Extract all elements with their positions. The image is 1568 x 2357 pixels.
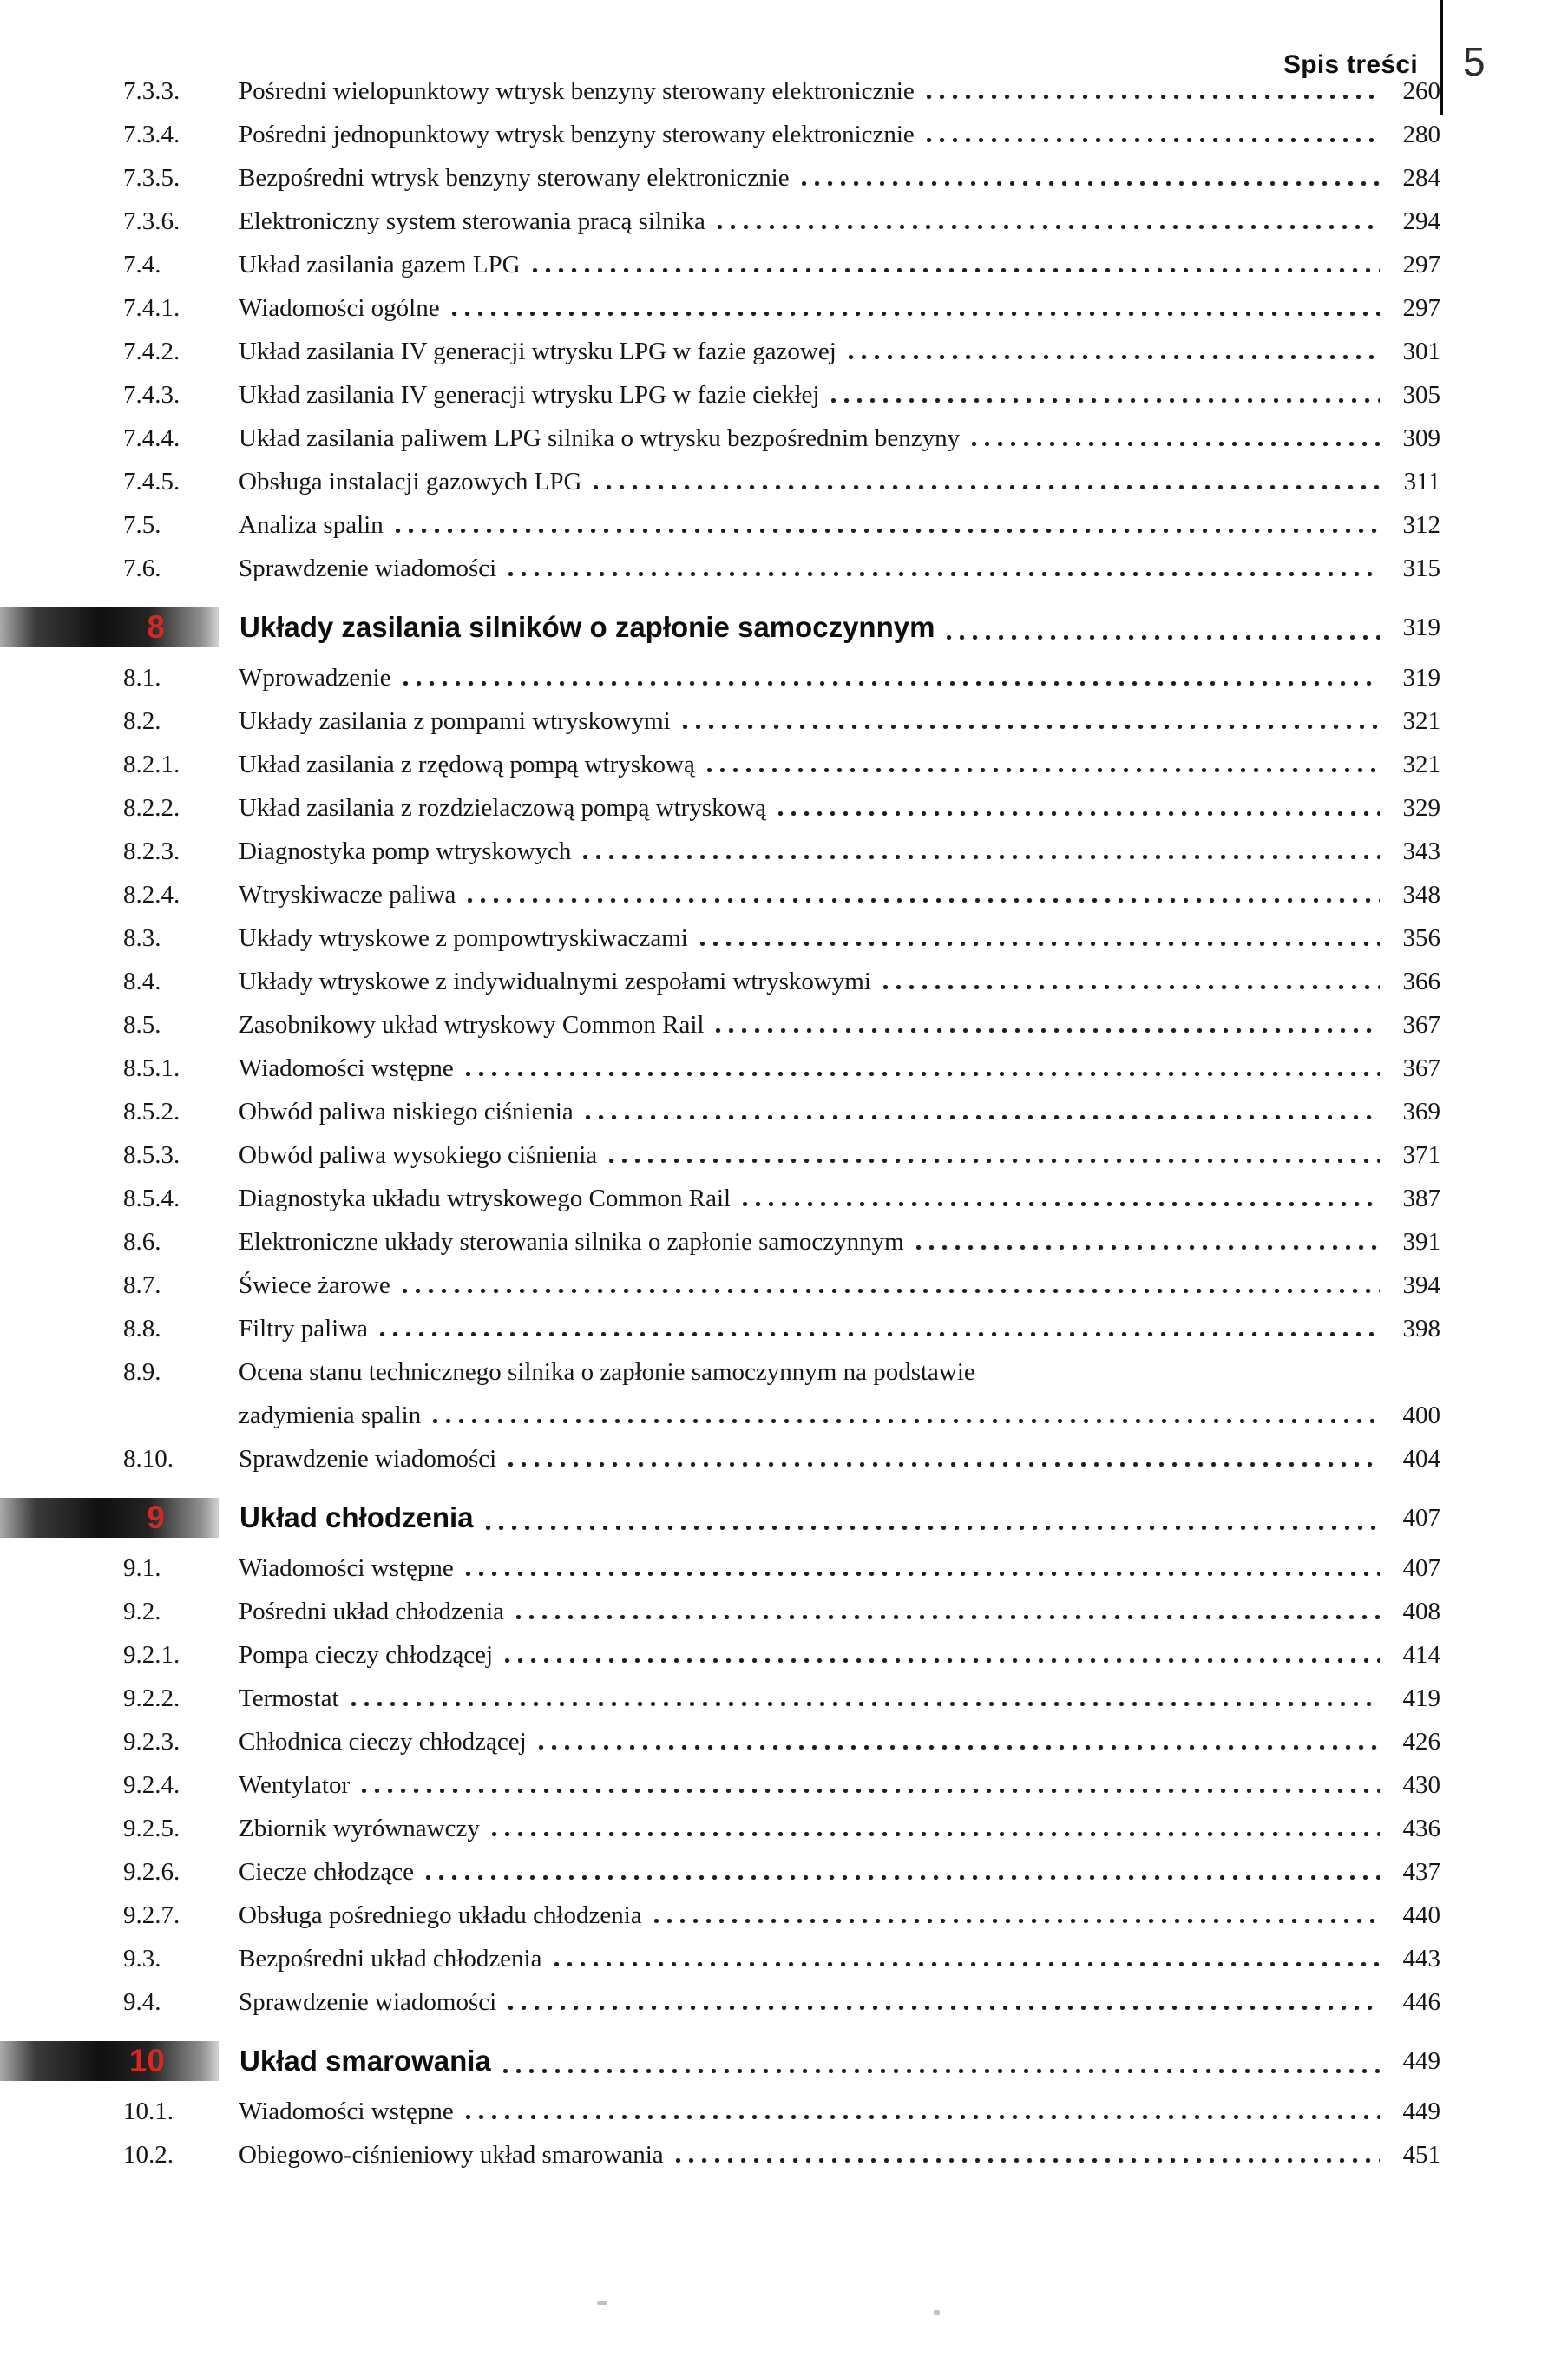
- toc-entry-page-number: 400: [1402, 1402, 1440, 1429]
- toc-entry-row: [0, 960, 1568, 1003]
- toc-entry-page-number: 309: [1402, 424, 1440, 452]
- toc-entry-page-number: 280: [1402, 121, 1440, 148]
- leader-dots: [707, 768, 1380, 772]
- toc-entry-title: Chłodnica cieczy chłodzącej: [239, 1728, 527, 1756]
- toc-entry-number: 7.4.4.: [123, 424, 180, 452]
- toc-entry-title: Zbiornik wyrównawczy: [239, 1815, 480, 1842]
- toc-entry-number: 8.5.4.: [123, 1185, 180, 1212]
- leader-dots: [654, 1919, 1380, 1923]
- toc-entry-row: [0, 1090, 1568, 1133]
- leader-dots: [716, 1028, 1380, 1033]
- chapter-number-bar: [0, 1498, 219, 1538]
- leader-dots: [972, 442, 1380, 446]
- leader-dots: [486, 1526, 1380, 1530]
- toc-list: [0, 69, 1568, 2176]
- chapter-title: Układ smarowania: [239, 2045, 491, 2077]
- toc-entry-row: [0, 200, 1568, 243]
- toc-entry-number: 8.5.1.: [123, 1054, 180, 1082]
- toc-entry-continuation-row: [0, 1394, 1568, 1437]
- toc-entry-page-number: 408: [1402, 1598, 1440, 1625]
- toc-entry-number: 9.2.3.: [123, 1728, 180, 1756]
- toc-entry-number: 9.2.7.: [123, 1901, 180, 1929]
- toc-entry-page-number: 387: [1402, 1185, 1440, 1212]
- toc-entry-page-number: 343: [1402, 837, 1440, 865]
- leader-dots: [594, 485, 1380, 489]
- toc-entry-page-number: 449: [1402, 2098, 1440, 2125]
- toc-entry-page-number: 356: [1402, 924, 1440, 952]
- toc-entry-title: Analiza spalin: [239, 511, 384, 539]
- toc-entry-page-number: 284: [1402, 164, 1440, 192]
- toc-entry-row: [0, 1937, 1568, 1980]
- toc-entry-number: 7.4.5.: [123, 468, 180, 496]
- toc-entry-page-number: 348: [1402, 881, 1440, 909]
- toc-entry-row: [0, 503, 1568, 547]
- toc-entry-row: [0, 330, 1568, 373]
- toc-entry-title: Układ zasilania paliwem LPG silnika o wtrysku bezpośrednim benzyny: [239, 424, 961, 452]
- toc-entry-row: [0, 1307, 1568, 1350]
- leader-dots: [508, 572, 1380, 576]
- toc-entry-title: Pośredni wielopunktowy wtrysk benzyny sterowany elektronicznie: [239, 77, 915, 105]
- toc-entry-number: 8.9.: [123, 1358, 161, 1386]
- toc-entry-title: Zasobnikowy układ wtryskowy Common Rail: [239, 1011, 705, 1039]
- toc-entry-row: [0, 1633, 1568, 1677]
- leader-dots: [831, 398, 1380, 403]
- leader-dots: [380, 1332, 1380, 1336]
- toc-entry-row: [0, 1546, 1568, 1590]
- leader-dots: [927, 95, 1380, 99]
- toc-entry-row: [0, 830, 1568, 873]
- toc-entry-page-number: 311: [1403, 468, 1440, 496]
- leader-dots: [508, 1462, 1380, 1467]
- toc-entry-row: [0, 2133, 1568, 2176]
- leader-dots: [466, 1572, 1380, 1576]
- toc-entry-number: 8.5.3.: [123, 1141, 180, 1169]
- toc-entry-title: Obiegowo-ciśnieniowy układ smarowania: [239, 2141, 664, 2169]
- toc-entry-row: [0, 1807, 1568, 1850]
- toc-entry-page-number: 437: [1402, 1858, 1440, 1886]
- toc-entry-title: Wtryskiwacze paliwa: [239, 881, 456, 909]
- toc-entry-title: Układ zasilania z rozdzielaczową pompą wtryskową: [239, 794, 766, 822]
- leader-dots: [452, 312, 1380, 316]
- toc-entry-row: [0, 656, 1568, 699]
- chapter-page-number: 319: [1402, 614, 1440, 641]
- chapter-number: 10: [128, 2043, 165, 2078]
- toc-entry-row: [0, 286, 1568, 330]
- toc-entry-row: [0, 373, 1568, 417]
- toc-entry-row: [0, 1763, 1568, 1807]
- toc-entry-row: [0, 1720, 1568, 1763]
- leader-dots: [718, 225, 1380, 229]
- toc-entry-page-number: 414: [1402, 1641, 1440, 1669]
- toc-entry-row: [0, 1894, 1568, 1937]
- toc-entry-number: 9.3.: [123, 1945, 161, 1973]
- toc-entry-number: 7.6.: [123, 555, 161, 582]
- toc-entry-title: Wiadomości wstępne: [239, 2098, 454, 2125]
- toc-entry-number: 7.4.1.: [123, 294, 180, 322]
- toc-entry-title: Pompa cieczy chłodzącej: [239, 1641, 494, 1669]
- toc-entry-page-number: 321: [1402, 707, 1440, 735]
- toc-entry-title: Układ zasilania gazem LPG: [239, 251, 521, 279]
- leader-dots: [433, 1419, 1380, 1423]
- leader-dots: [700, 942, 1380, 946]
- toc-entry-number: 9.1.: [123, 1554, 161, 1582]
- toc-entry-page-number: 321: [1402, 751, 1440, 778]
- leader-dots: [362, 1789, 1380, 1793]
- toc-entry-number: 8.5.2.: [123, 1098, 180, 1126]
- leader-dots: [916, 1245, 1380, 1250]
- toc-entry-row: [0, 1003, 1568, 1047]
- leader-dots: [466, 2115, 1380, 2119]
- toc-chapter-row: [0, 601, 1568, 653]
- toc-entry-number: 8.4.: [123, 968, 161, 995]
- toc-entry-number: 7.5.: [123, 511, 161, 539]
- toc-entry-row: [0, 1850, 1568, 1894]
- leader-dots: [351, 1702, 1380, 1706]
- chapter-number-bar: [0, 607, 219, 647]
- toc-entry-page-number: 329: [1402, 794, 1440, 822]
- toc-entry-title: Pośredni jednopunktowy wtrysk benzyny sterowany elektronicznie: [239, 121, 915, 148]
- toc-entry-page-number: 367: [1402, 1054, 1440, 1082]
- toc-entry-row: [0, 1264, 1568, 1307]
- toc-entry-title: Układy zasilania z pompami wtryskowymi: [239, 707, 671, 735]
- toc-entry-page-number: 301: [1402, 338, 1440, 365]
- scan-artifact: [597, 2301, 607, 2305]
- toc-entry-title: Pośredni układ chłodzenia: [239, 1598, 505, 1625]
- leader-dots: [492, 1832, 1380, 1836]
- toc-entry-number: 8.8.: [123, 1315, 161, 1343]
- toc-entry-row: [0, 743, 1568, 786]
- toc-entry-page-number: 451: [1402, 2141, 1440, 2169]
- toc-entry-row: [0, 2090, 1568, 2133]
- toc-entry-page-number: 391: [1402, 1228, 1440, 1256]
- toc-entry-number: 9.2.6.: [123, 1858, 180, 1886]
- toc-entry-page-number: 297: [1402, 294, 1440, 322]
- toc-entry-title: Układ zasilania IV generacji wtrysku LPG w fazie ciekłej: [239, 381, 820, 409]
- toc-entry-row: [0, 113, 1568, 156]
- toc-entry-page-number: 294: [1402, 207, 1440, 235]
- toc-entry-title: Elektroniczny system sterowania pracą silnika: [239, 207, 705, 235]
- toc-chapter-row: [0, 2035, 1568, 2087]
- toc-entry-row: [0, 1590, 1568, 1633]
- leader-dots: [503, 2069, 1380, 2073]
- toc-entry-number: 9.4.: [123, 1988, 161, 2016]
- leader-dots: [403, 1289, 1380, 1293]
- leader-dots: [396, 529, 1380, 533]
- toc-entry-row: [0, 69, 1568, 113]
- toc-entry-title: Obwód paliwa wysokiego ciśnienia: [239, 1141, 598, 1169]
- toc-entry-title: Diagnostyka układu wtryskowego Common Rail: [239, 1185, 732, 1212]
- toc-entry-row: [0, 1980, 1568, 2024]
- toc-entry-number: 8.2.: [123, 707, 161, 735]
- toc-entry-page-number: 443: [1402, 1945, 1440, 1973]
- toc-entry-title: Układy wtryskowe z pompowtryskiwaczami: [239, 924, 688, 952]
- toc-entry-number: 9.2.1.: [123, 1641, 180, 1669]
- leader-dots: [778, 811, 1380, 816]
- toc-entry-number: 9.2.2.: [123, 1684, 180, 1712]
- leader-dots: [683, 725, 1380, 729]
- leader-dots: [927, 138, 1380, 142]
- toc-entry-title: Wiadomości wstępne: [239, 1554, 454, 1582]
- toc-entry-row: [0, 1437, 1568, 1481]
- toc-entry-number: 7.4.: [123, 251, 161, 279]
- toc-entry-title: Sprawdzenie wiadomości: [239, 1445, 497, 1473]
- toc-entry-number: 8.6.: [123, 1228, 161, 1256]
- toc-entry-row: [0, 156, 1568, 200]
- toc-entry-page-number: 446: [1402, 1988, 1440, 2016]
- page-header-title: Spis treści: [1283, 50, 1418, 79]
- toc-entry-row: [0, 1350, 1568, 1394]
- toc-entry-number: 9.2.5.: [123, 1815, 180, 1842]
- toc-entry-title: Sprawdzenie wiadomości: [239, 1988, 497, 2016]
- leader-dots: [583, 855, 1380, 859]
- toc-entry-title: Wentylator: [239, 1771, 351, 1799]
- toc-entry-page-number: 319: [1402, 664, 1440, 692]
- leader-dots: [676, 2158, 1380, 2163]
- toc-entry-page-number: 297: [1402, 251, 1440, 279]
- leader-dots: [743, 1202, 1380, 1206]
- toc-entry-row: [0, 417, 1568, 460]
- toc-entry-number: 8.10.: [123, 1445, 174, 1473]
- leader-dots: [539, 1745, 1380, 1750]
- toc-entry-page-number: 430: [1402, 1771, 1440, 1799]
- toc-entry-title: Wiadomości wstępne: [239, 1054, 454, 1082]
- toc-entry-number: 9.2.: [123, 1598, 161, 1625]
- toc-entry-number: 8.5.: [123, 1011, 161, 1039]
- chapter-page-number: 407: [1402, 1504, 1440, 1532]
- toc-entry-number: 7.4.2.: [123, 338, 180, 365]
- toc-entry-page-number: 407: [1402, 1554, 1440, 1582]
- toc-entry-title: Wprowadzenie: [239, 664, 391, 692]
- toc-entry-row: [0, 786, 1568, 830]
- toc-entry-title: Diagnostyka pomp wtryskowych: [239, 837, 572, 865]
- toc-entry-title: zadymienia spalin: [239, 1402, 422, 1429]
- toc-entry-page-number: 440: [1402, 1901, 1440, 1929]
- toc-entry-number: 8.2.3.: [123, 837, 180, 865]
- leader-dots: [468, 898, 1380, 903]
- toc-entry-title: Wiadomości ogólne: [239, 294, 440, 322]
- leader-dots: [508, 2006, 1380, 2010]
- toc-entry-title: Świece żarowe: [239, 1271, 390, 1299]
- leader-dots: [802, 181, 1380, 186]
- toc-entry-title: Ciecze chłodzące: [239, 1858, 415, 1886]
- toc-entry-number: 7.4.3.: [123, 381, 180, 409]
- toc-entry-number: 8.1.: [123, 664, 161, 692]
- toc-entry-number: 8.3.: [123, 924, 161, 952]
- chapter-number: 8: [147, 609, 165, 645]
- leader-dots: [609, 1159, 1380, 1163]
- toc-entry-row: [0, 547, 1568, 590]
- chapter-number-bar: [0, 2041, 219, 2081]
- chapter-title: Układy zasilania silników o zapłonie samoczynnym: [239, 611, 935, 643]
- toc-entry-row: [0, 243, 1568, 286]
- toc-entry-title: Ocena stanu technicznego silnika o zapłonie samoczynnym na podstawie: [239, 1358, 975, 1386]
- toc-entry-page-number: 315: [1402, 555, 1440, 582]
- leader-dots: [586, 1115, 1380, 1119]
- toc-entry-title: Układ zasilania z rzędową pompą wtryskową: [239, 751, 695, 778]
- toc-entry-title: Elektroniczne układy sterowania silnika o zapłonie samoczynnym: [239, 1228, 904, 1256]
- toc-entry-page-number: 367: [1402, 1011, 1440, 1039]
- toc-entry-row: [0, 873, 1568, 916]
- toc-entry-number: 7.3.4.: [123, 121, 180, 148]
- toc-entry-number: 7.3.5.: [123, 164, 180, 192]
- leader-dots: [426, 1875, 1380, 1880]
- toc-entry-number: 8.2.1.: [123, 751, 180, 778]
- toc-entry-row: [0, 699, 1568, 743]
- toc-entry-title: Obsługa pośredniego układu chłodzenia: [239, 1901, 642, 1929]
- toc-entry-page-number: 436: [1402, 1815, 1440, 1842]
- toc-entry-title: Obsługa instalacji gazowych LPG: [239, 468, 582, 496]
- toc-entry-number: 8.2.4.: [123, 881, 180, 909]
- leader-dots: [505, 1658, 1380, 1663]
- toc-entry-page-number: 366: [1402, 968, 1440, 995]
- leader-dots: [554, 1962, 1381, 1966]
- toc-entry-number: 8.2.2.: [123, 794, 180, 822]
- toc-entry-number: 10.1.: [123, 2098, 174, 2125]
- toc-entry-row: [0, 460, 1568, 503]
- chapter-title: Układ chłodzenia: [239, 1501, 474, 1533]
- toc-entry-page-number: 419: [1402, 1684, 1440, 1712]
- toc-entry-number: 9.2.4.: [123, 1771, 180, 1799]
- toc-entry-page-number: 260: [1402, 77, 1440, 105]
- leader-dots: [533, 268, 1380, 272]
- toc-entry-page-number: 426: [1402, 1728, 1440, 1756]
- toc-entry-page-number: 404: [1402, 1445, 1440, 1473]
- toc-entry-row: [0, 1047, 1568, 1090]
- toc-entry-title: Układ zasilania IV generacji wtrysku LPG w fazie gazowej: [239, 338, 836, 365]
- toc-entry-page-number: 312: [1402, 511, 1440, 539]
- leader-dots: [849, 355, 1380, 359]
- scan-artifact: [934, 2310, 940, 2315]
- toc-entry-row: [0, 1177, 1568, 1220]
- toc-entry-page-number: 394: [1402, 1271, 1440, 1299]
- toc-entry-title: Bezpośredni wtrysk benzyny sterowany elektronicznie: [239, 164, 790, 192]
- toc-entry-title: Obwód paliwa niskiego ciśnienia: [239, 1098, 574, 1126]
- toc-entry-row: [0, 916, 1568, 960]
- toc-entry-page-number: 371: [1402, 1141, 1440, 1169]
- chapter-page-number: 449: [1402, 2047, 1440, 2075]
- toc-entry-row: [0, 1220, 1568, 1264]
- toc-entry-title: Termostat: [239, 1684, 339, 1712]
- toc-entry-row: [0, 1133, 1568, 1177]
- leader-dots: [883, 985, 1380, 989]
- toc-chapter-row: [0, 1492, 1568, 1544]
- toc-entry-number: 10.2.: [123, 2141, 174, 2169]
- chapter-number: 9: [147, 1500, 165, 1535]
- toc-entry-page-number: 305: [1402, 381, 1440, 409]
- leader-dots: [466, 1072, 1380, 1076]
- toc-entry-row: [0, 1677, 1568, 1720]
- toc-entry-number: 8.7.: [123, 1271, 161, 1299]
- toc-entry-number: 7.3.3.: [123, 77, 180, 105]
- toc-entry-page-number: 398: [1402, 1315, 1440, 1343]
- toc-entry-number: 7.3.6.: [123, 207, 180, 235]
- page-number: 5: [1463, 39, 1486, 84]
- leader-dots: [516, 1615, 1380, 1619]
- toc-entry-page-number: 369: [1402, 1098, 1440, 1126]
- toc-entry-title: Układy wtryskowe z indywidualnymi zespołami wtryskowymi: [239, 968, 871, 995]
- toc-entry-title: Bezpośredni układ chłodzenia: [239, 1945, 542, 1973]
- leader-dots: [947, 635, 1380, 640]
- leader-dots: [403, 681, 1380, 686]
- toc-entry-title: Sprawdzenie wiadomości: [239, 555, 497, 582]
- toc-entry-title: Filtry paliwa: [239, 1315, 369, 1343]
